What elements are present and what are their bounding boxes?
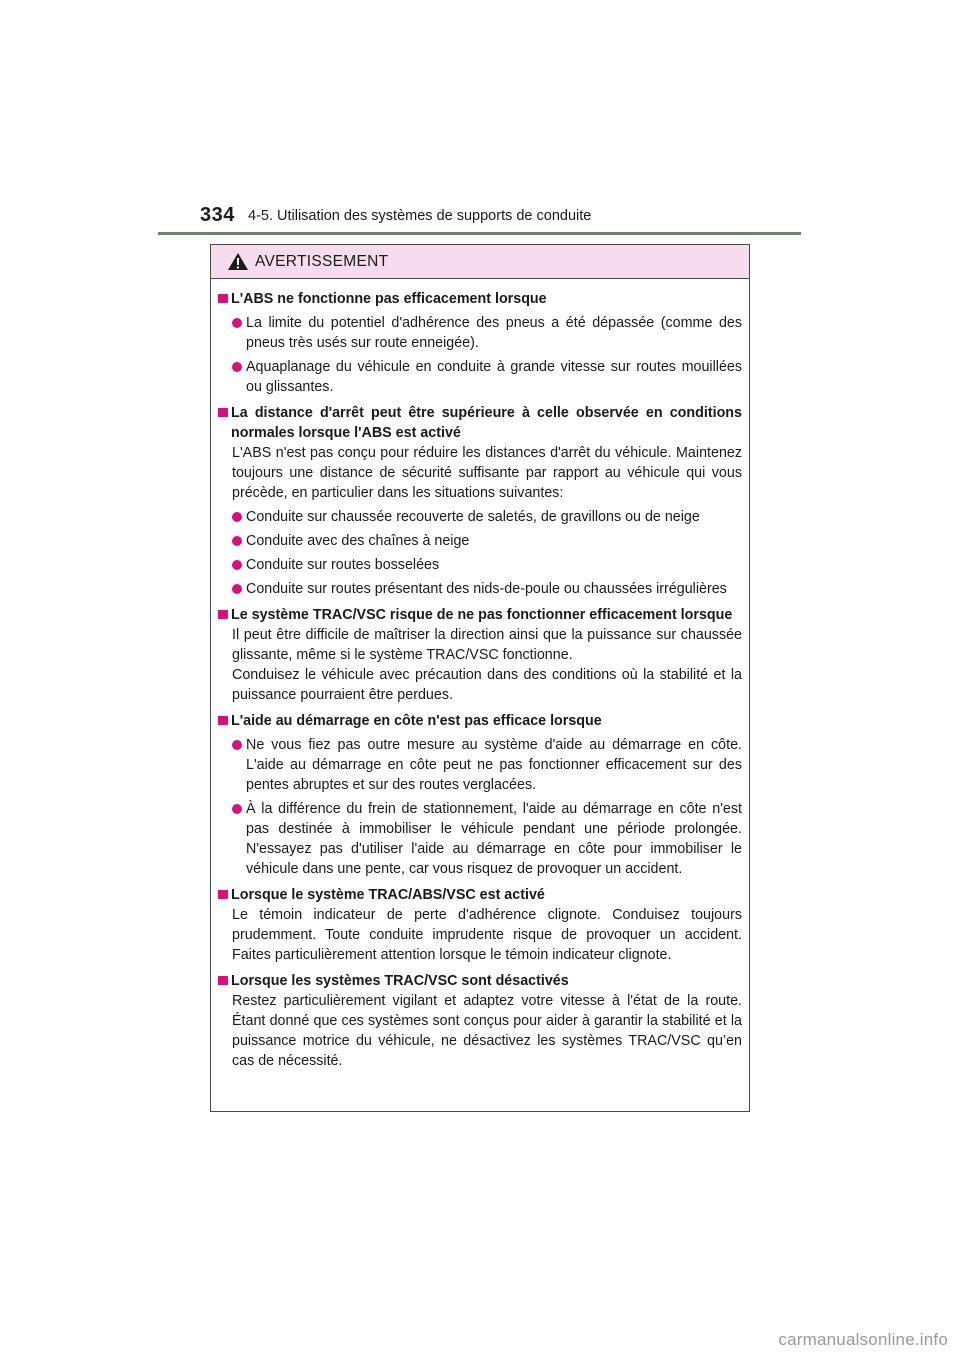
topic-paragraph: Restez particulièrement vigilant et adaptez votre vitesse à l'état de la route. Étant donné que ces systèmes sont conçus pour aider à garantir la stabilité et la puissance motrice du véhicule, ne désactivez les systèmes TRAC/VSC qu’en cas de nécessité. [232,993,742,1069]
bullet-item [232,531,742,551]
bullet-item [232,357,742,397]
page-header [200,204,800,234]
warning-body [211,279,749,1071]
bullet-text: À la différence du frein de stationnement, l'aide au démarrage en côte n'est pas destinée à immobiliser le véhicule pendant une période prolongée. N'essayez pas d'utiliser l'aide au démarrage en côte pour immobiliser le véhicule dans une pente, car vous risquez de provoquer un accident. [246,801,742,877]
topic-heading [218,605,742,625]
bullet-text: Conduite sur routes présentant des nids-de-poule ou chaussées irrégulières [246,581,727,597]
topic-paragraph: Le témoin indicateur de perte d'adhérence clignote. Conduisez toujours prudemment. Toute conduite imprudente risque de provoquer un accident. Faites particulièrement attention lorsque le témoin indicateur clignote. [232,907,742,963]
round-bullet-icon [232,584,242,594]
bullet-item [232,507,742,527]
bullet-item [232,555,742,575]
round-bullet-icon [232,318,242,328]
round-bullet-icon [232,536,242,546]
warning-topic [218,971,742,1071]
topic-heading [218,403,742,443]
topic-paragraph: L'ABS n'est pas conçu pour réduire les distances d'arrêt du véhicule. Maintenez toujours une distance de sécurité suffisante par rapport au véhicule qui vous précède, en particulier dans les situations suivantes: [232,445,742,501]
round-bullet-icon [232,512,242,522]
warning-topic [218,711,742,879]
warning-topic [218,885,742,965]
warning-topic [218,403,742,599]
topic-heading-text: L'ABS ne fonctionne pas efficacement lorsque [231,291,547,307]
bullet-text: Conduite avec des chaînes à neige [246,533,470,549]
warning-title: AVERTISSEMENT [255,252,389,270]
topic-heading-text: L'aide au démarrage en côte n'est pas efficace lorsque [231,713,602,729]
topic-heading-text: Lorsque les systèmes TRAC/VSC sont désactivés [231,973,569,989]
topic-heading [218,711,742,731]
topic-heading [218,971,742,991]
round-bullet-icon [232,804,242,814]
topic-heading [218,885,742,905]
topic-paragraph: Il peut être difficile de maîtriser la direction ainsi que la puissance sur chaussée glissante, même si le système TRAC/VSC fonctionne. [232,627,742,663]
warning-topic [218,289,742,397]
bullet-item [232,579,742,599]
bullet-text: Ne vous fiez pas outre mesure au système d'aide au démarrage en côte. L'aide au démarrage en côte peut ne pas fonctionner efficacement sur des pentes abruptes et sur des routes verglacées. [246,737,742,793]
bullet-text: Aquaplanage du véhicule en conduite à grande vitesse sur routes mouillées ou glissantes. [246,359,742,395]
square-bullet-icon [218,976,228,985]
topic-heading-text: La distance d'arrêt peut être supérieure à celle observée en conditions normales lorsque l'ABS est activé [231,405,742,441]
section-title: 4-5. Utilisation des systèmes de supports de conduite [248,208,592,224]
topic-paragraph: Conduisez le véhicule avec précaution dans des conditions où la stabilité et la puissance pourraient être perdues. [232,667,742,703]
square-bullet-icon [218,890,228,899]
page-number: 334 [200,204,235,226]
warning-header [211,245,749,279]
topic-heading [218,289,742,309]
round-bullet-icon [232,560,242,570]
bullet-text: Conduite sur routes bosselées [246,557,440,573]
square-bullet-icon [218,294,228,303]
bullet-item [232,799,742,879]
watermark: carmanualsonline.info [778,1330,948,1349]
topic-heading-text: Le système TRAC/VSC risque de ne pas fonctionner efficacement lorsque [231,607,733,623]
header-rule [158,232,801,235]
topic-heading-text: Lorsque le système TRAC/ABS/VSC est activé [231,887,545,903]
warning-box [210,244,750,1112]
bullet-text: Conduite sur chaussée recouverte de saletés, de gravillons ou de neige [246,509,700,525]
bullet-item [232,735,742,795]
square-bullet-icon [218,610,228,619]
bullet-item [232,313,742,353]
round-bullet-icon [232,740,242,750]
round-bullet-icon [232,362,242,372]
warning-topic [218,605,742,705]
bullet-text: La limite du potentiel d'adhérence des pneus a été dépassée (comme des pneus très usés sur route enneigée). [246,315,742,351]
square-bullet-icon [218,716,228,725]
square-bullet-icon [218,408,228,417]
warning-triangle-icon [227,252,249,271]
